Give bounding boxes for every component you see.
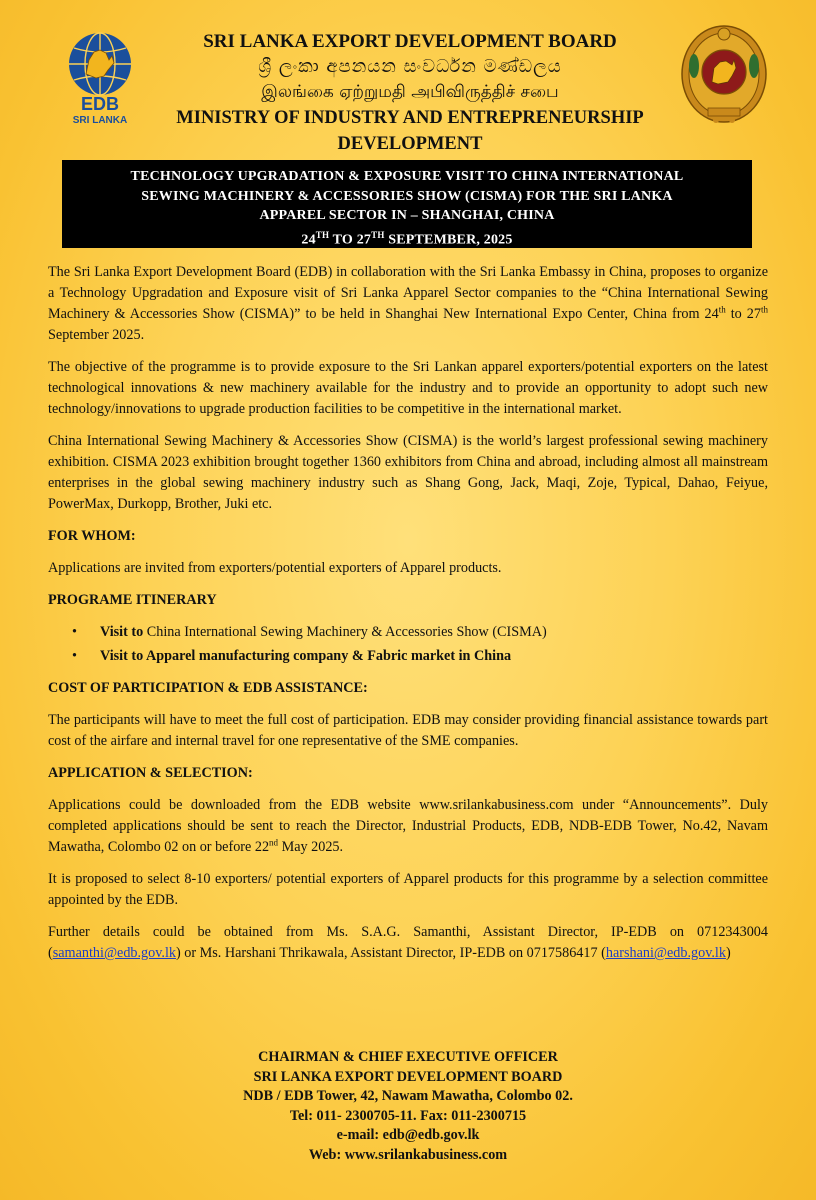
svg-text:EDB: EDB	[80, 94, 120, 114]
selection-paragraph: It is proposed to select 8-10 exporters/ potential exporters of Apparel products for this programme by a selection committee appointed by the EDB.	[48, 871, 768, 908]
footer-contact-block	[0, 1048, 816, 1165]
for-whom-paragraph: Applications are invited from exporters/potential exporters of Apparel products.	[48, 560, 502, 576]
application-heading: APPLICATION & SELECTION:	[48, 765, 253, 781]
ministry-name-line2: DEVELOPMENT	[337, 134, 483, 154]
footer-line-email: e-mail: edb@edb.gov.lk	[336, 1127, 480, 1143]
cost-paragraph: The participants will have to meet the full cost of participation. EDB may consider providing financial assistance towards part cost of the airfare and internal travel for one representative of the SME companies.	[48, 712, 768, 749]
sri-lanka-emblem-icon	[678, 22, 770, 132]
title-line-3: APPAREL SECTOR IN – SHANGHAI, CHINA	[259, 208, 555, 223]
list-item: • Visit to Apparel manufacturing company & Fabric market in China	[100, 646, 768, 667]
title-line-1: TECHNOLOGY UPGRADATION & EXPOSURE VISIT TO CHINA INTERNATIONAL	[130, 169, 684, 184]
org-name-english: SRI LANKA EXPORT DEVELOPMENT BOARD	[203, 31, 617, 52]
org-name-tamil: இலங்கை ஏற்றுமதி அபிவிருத்திச் சபை	[261, 82, 559, 102]
email-link-harshani[interactable]: harshani@edb.gov.lk	[605, 945, 726, 961]
footer-line-address: NDB / EDB Tower, 42, Nawam Mawatha, Colombo 02.	[243, 1088, 573, 1104]
for-whom-heading: FOR WHOM:	[48, 528, 136, 544]
svg-text:SRI LANKA: SRI LANKA	[72, 115, 128, 126]
list-item: • Visit to China International Sewing Machinery & Accessories Show (CISMA)	[100, 622, 768, 643]
footer-line-title: CHAIRMAN & CHIEF EXECUTIVE OFFICER	[258, 1049, 558, 1065]
application-paragraph: Applications could be downloaded from the EDB website www.srilankabusiness.com under “Announcements”. Duly completed applications should be sent to reach the Director, Industrial Products, EDB, NDB-EDB Tower, No.42, Navam Mawatha, Colombo 02 on or before 22nd May 2025.	[48, 797, 768, 855]
event-title-box	[62, 160, 752, 248]
body-content	[48, 262, 768, 975]
objective-paragraph: The objective of the programme is to provide exposure to the Sri Lankan apparel exporters/potential exporters on the latest technological innovations & new machinery available for the industry and to provide an opportunity to adopt such new technology/innovations to upgrade production facilities to be competitive in the international market.	[48, 359, 768, 417]
footer-line-web: Web: www.srilankabusiness.com	[308, 1146, 508, 1163]
bullet-icon: •	[72, 624, 77, 640]
email-link-samanthi[interactable]: samanthi@edb.gov.lk	[52, 945, 176, 961]
org-name-sinhala: ශ්‍රී ලංකා අපනයන සංවර්ධන මණ්ඩලය	[258, 56, 562, 77]
itinerary-list	[48, 622, 768, 667]
cisma-paragraph: China International Sewing Machinery & Accessories Show (CISMA) is the world’s largest professional sewing machinery exhibition. CISMA 2023 exhibition brought together 1360 exhibitors from China and abroad, including almost all mainstream enterprises in the global sewing machinery industry such as Shang Gong, Jack, Maqi, Zoje, Typical, Dahao, Feiyue, PowerMax, Durkopp, Brother, Juki etc.	[48, 433, 768, 512]
ministry-name-line1: MINISTRY OF INDUSTRY AND ENTREPRENEURSHIP	[176, 108, 644, 128]
footer-line-org: SRI LANKA EXPORT DEVELOPMENT BOARD	[253, 1068, 563, 1085]
intro-paragraph: The Sri Lanka Export Development Board (EDB) in collaboration with the Sri Lanka Embassy in China, proposes to organize a Technology Upgradation and Exposure visit of Sri Lanka Apparel Sector companies to the “China International Sewing Machinery & Accessories Show (CISMA)” to be held in Shanghai New International Expo Center, China from 24th to 27th September 2025.	[48, 264, 768, 343]
header-block	[150, 30, 670, 156]
title-line-2: SEWING MACHINERY & ACCESSORIES SHOW (CISMA) FOR THE SRI LANKA	[141, 188, 673, 204]
title-date-line: 24TH TO 27TH SEPTEMBER, 2025	[301, 229, 513, 248]
bullet-icon: •	[72, 648, 77, 664]
footer-line-phone: Tel: 011- 2300705-11. Fax: 011-2300715	[289, 1107, 527, 1124]
contact-paragraph: Further details could be obtained from Ms. S.A.G. Samanthi, Assistant Director, IP-EDB on 0712343004 (samanthi@edb.gov.lk) or Ms. Harshani Thrikawala, Assistant Director, IP-EDB on 0717586417 (harshani@edb.gov.lk)	[48, 924, 768, 961]
edb-logo	[56, 30, 144, 126]
itinerary-heading: PROGRAME ITINERARY	[48, 592, 217, 608]
cost-heading: COST OF PARTICIPATION & EDB ASSISTANCE:	[48, 680, 368, 696]
